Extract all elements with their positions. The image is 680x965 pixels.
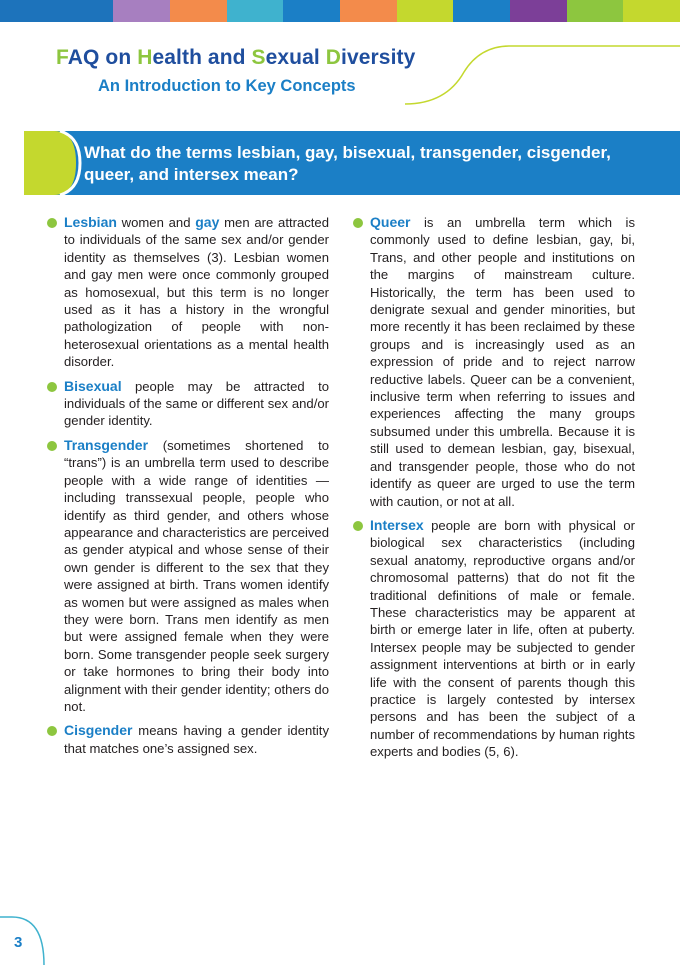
page-number: 3: [14, 934, 23, 951]
right-column: [353, 214, 635, 768]
term-lesbian: Lesbian: [64, 214, 117, 230]
top-bar-segment: [623, 0, 680, 22]
definition-body: (sometimes shortened to “trans”) is an umbrella term used to describe people with a wide range of identities —including transsexual people, people who identify as third gender, and others whose appearance and characteristics are perceived as gender atypical and whose sense of their own gender is different to the sex that they were assigned at birth. Trans women identify as women but were assigned as males when they were born. Trans men identify as men but were assigned female when they were born. Some transgender people seek surgery or take hormones to bring their body into alignment with their gender identity; others do not.: [64, 437, 329, 714]
question-banner: [24, 131, 680, 195]
top-bar-segment: [283, 0, 340, 22]
title-text-1: AQ on: [67, 46, 138, 69]
top-bar-segment: [170, 0, 227, 22]
title-text-2: ealth and: [152, 46, 252, 69]
bullet-icon: [47, 726, 57, 736]
definition-text: [370, 517, 635, 761]
title-initial-d: D: [325, 46, 342, 69]
term-queer: Queer: [370, 214, 411, 230]
definition-bisexual: [47, 378, 329, 430]
title-initial-h: H: [137, 46, 153, 69]
definition-body: means having a gender identity that matches one’s assigned sex.: [64, 723, 329, 756]
definition-body: people may be attracted to individuals of the same or different sex and/or gender identity.: [64, 378, 329, 429]
term-intersex: Intersex: [370, 516, 424, 533]
definition-body: is an umbrella term which is commonly used to define lesbian, gay, bi, Trans, and other people and institutions on the margins of mainstream culture. Historically, the term has been used to denigrate sexual and gender minorities, but more recently it has been reclaimed by these groups and is increasingly used as an expression of pride and to reject narrow reductive labels. Queer can be a convenient, inclusive term when referring to issues and experiences affecting the many groups subsumed under this umbrella. Because it is still used to demean lesbian, gay, bisexual, and transgender people, those who do not identify as queer are urged to use the term with caution, or not at all.: [370, 215, 635, 509]
page-header: [0, 22, 680, 117]
text-fragment: women and: [116, 215, 196, 230]
definition-lesbian-gay: [47, 214, 329, 371]
definition-transgender: [47, 437, 329, 716]
question-heading: What do the terms lesbian, gay, bisexual, transgender, cisgender, queer, and intersex mean?: [84, 143, 611, 184]
definition-queer: [353, 214, 635, 510]
bullet-icon: [47, 218, 57, 228]
definition-text: [64, 437, 329, 716]
definition-text: [64, 722, 329, 757]
term-cisgender: Cisgender: [64, 722, 133, 739]
top-bar-segment: [510, 0, 567, 22]
definition-text: [64, 378, 329, 430]
term-transgender: Transgender: [64, 436, 149, 453]
title-initial-f: F: [56, 46, 68, 69]
bullet-icon: [353, 521, 363, 531]
document-title: [56, 46, 415, 70]
definition-body: men are attracted to individuals of the same sex and/or gender identity as themselves (3). Lesbian women and gay men were once commonly grouped as homosexual, but this term is no longer used as it has a history in the wrongful pathologization of people with non-heterosexual orientations as a mental health disorder.: [64, 215, 329, 370]
title-text-3: exual: [265, 46, 326, 69]
title-text-4: iversity: [341, 46, 416, 69]
title-initial-s: S: [251, 46, 266, 69]
term-bisexual: Bisexual: [64, 377, 122, 394]
definition-text: [64, 214, 329, 371]
top-bar-segment: [57, 0, 114, 22]
definition-intersex: [353, 517, 635, 761]
top-color-bar: [0, 0, 680, 22]
document-subtitle: An Introduction to Key Concepts: [98, 77, 356, 95]
top-bar-segment: [0, 0, 57, 22]
bullet-icon: [353, 218, 363, 228]
definition-cisgender: [47, 722, 329, 757]
top-bar-segment: [397, 0, 454, 22]
left-column: [47, 214, 329, 764]
top-bar-segment: [567, 0, 624, 22]
footer-arc-decoration: [0, 905, 60, 965]
top-bar-segment: [113, 0, 170, 22]
top-bar-segment: [453, 0, 510, 22]
definition-body: people are born with physical or biological sex characteristics (including sexual anatomy, reproductive organs and/or chromosomal patterns) that do not fit the traditional definitions of male or female. These characteristics may be apparent at birth or emerge later in life, often at puberty. Intersex people may be subjected to gender assignment interventions at birth or in early life with the consent of parents though this practice is largely contested by intersex persons and has been the subject of a number of recommendations by human rights experts and bodies (5, 6).: [370, 517, 635, 760]
bullet-icon: [47, 441, 57, 451]
bullet-icon: [47, 382, 57, 392]
top-bar-segment: [227, 0, 284, 22]
definition-text: [370, 214, 635, 510]
top-bar-segment: [340, 0, 397, 22]
term-gay: gay: [195, 214, 220, 230]
